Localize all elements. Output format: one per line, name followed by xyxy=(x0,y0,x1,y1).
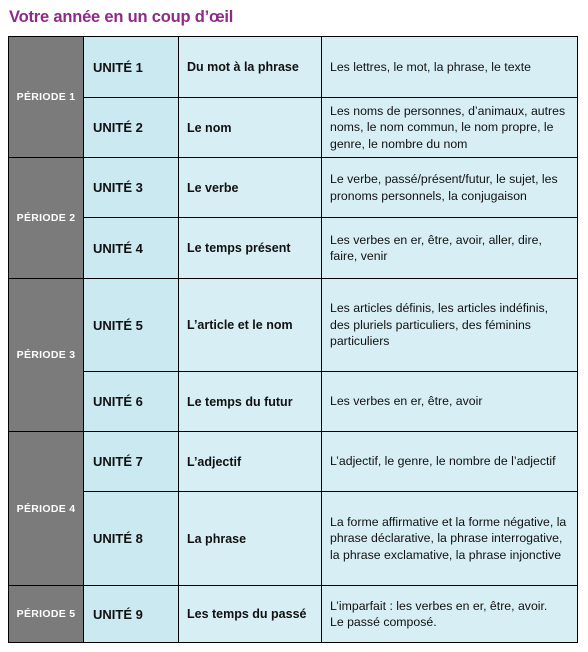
year-overview-table xyxy=(8,36,578,643)
table-row xyxy=(9,37,578,98)
period-cell: PÉRIODE 3 xyxy=(9,279,84,432)
unit-content: Les verbes en er, être, avoir xyxy=(322,372,578,432)
unit-content: Les noms de personnes, d’animaux, autres noms, le nom commun, le nom propre, le genre, le nombre du nom xyxy=(322,98,578,158)
unit-topic: Les temps du passé xyxy=(179,586,322,643)
unit-topic: Le nom xyxy=(179,98,322,158)
unit-cell: UNITÉ 5 xyxy=(84,279,179,372)
unit-content xyxy=(322,586,578,643)
unit-content: L’adjectif, le genre, le nombre de l’adjectif xyxy=(322,432,578,492)
table-row xyxy=(9,218,578,279)
unit-cell: UNITÉ 6 xyxy=(84,372,179,432)
table-row xyxy=(9,279,578,372)
unit-cell: UNITÉ 3 xyxy=(84,158,179,218)
unit-topic: L’adjectif xyxy=(179,432,322,492)
table-row xyxy=(9,586,578,643)
unit-content: Les lettres, le mot, la phrase, le texte xyxy=(322,37,578,98)
table-row xyxy=(9,372,578,432)
unit-content: La forme affirmative et la forme négative, la phrase déclarative, la phrase interrogative, la phrase exclamative, la phrase injonctive xyxy=(322,492,578,586)
unit-topic: Le verbe xyxy=(179,158,322,218)
unit-cell: UNITÉ 7 xyxy=(84,432,179,492)
unit-cell: UNITÉ 4 xyxy=(84,218,179,279)
page-title: Votre année en un coup d’œil xyxy=(9,8,234,26)
period-cell: PÉRIODE 5 xyxy=(9,586,84,643)
unit-content-line: L’imparfait : les verbes en er, être, avoir. xyxy=(330,598,548,613)
table-row xyxy=(9,432,578,492)
unit-content: Les articles définis, les articles indéfinis, des pluriels particuliers, des féminins particuliers xyxy=(322,279,578,372)
unit-topic: La phrase xyxy=(179,492,322,586)
unit-topic: Du mot à la phrase xyxy=(179,37,322,98)
unit-cell: UNITÉ 2 xyxy=(84,98,179,158)
unit-topic: L’article et le nom xyxy=(179,279,322,372)
unit-content: Les verbes en er, être, avoir, aller, dire, faire, venir xyxy=(322,218,578,279)
table-row xyxy=(9,158,578,218)
unit-topic: Le temps présent xyxy=(179,218,322,279)
unit-topic: Le temps du futur xyxy=(179,372,322,432)
unit-content-line: Le passé composé. xyxy=(330,615,437,629)
period-cell: PÉRIODE 1 xyxy=(9,37,84,158)
unit-cell: UNITÉ 8 xyxy=(84,492,179,586)
table-row xyxy=(9,98,578,158)
period-cell: PÉRIODE 4 xyxy=(9,432,84,586)
table-row xyxy=(9,492,578,586)
period-cell: PÉRIODE 2 xyxy=(9,158,84,279)
unit-content: Le verbe, passé/présent/futur, le sujet, les pronoms personnels, la conjugaison xyxy=(322,158,578,218)
unit-cell: UNITÉ 9 xyxy=(84,586,179,643)
unit-cell: UNITÉ 1 xyxy=(84,37,179,98)
